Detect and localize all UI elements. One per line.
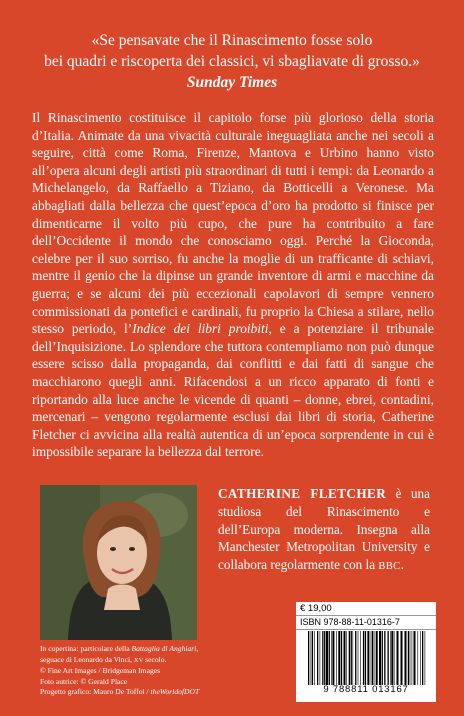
barcode-bar	[344, 631, 346, 685]
credit-century: XV	[133, 656, 144, 664]
barcode-bar	[358, 631, 359, 685]
price-label: € 19,00	[300, 603, 332, 614]
barcode-bar	[376, 631, 378, 685]
barcode-bar	[349, 631, 350, 685]
credit-line-3: © Fine Art Images / Bridgeman Images	[40, 666, 161, 676]
credit-text: In copertina: particolare della	[40, 644, 132, 653]
barcode-bar	[374, 631, 375, 685]
barcode-bar	[312, 631, 313, 685]
barcode-bar	[408, 631, 409, 685]
blurb-italic-title: Indice dei libri proibiti	[132, 321, 269, 337]
barcode-bar	[311, 631, 312, 685]
barcode-image	[306, 631, 428, 685]
barcode-bar	[338, 631, 340, 685]
barcode-bar	[410, 631, 411, 685]
credit-text: Progetto grafico: Mauro De Toffol /	[40, 687, 151, 697]
isbn-divider	[296, 629, 436, 630]
barcode-bar	[384, 631, 385, 685]
credit-line-5	[40, 687, 260, 698]
barcode-bar	[418, 631, 419, 685]
author-name: CATHERINE FLETCHER	[218, 486, 387, 501]
barcode-bar	[336, 631, 337, 685]
cover-credits	[40, 644, 260, 698]
isbn-label: ISBN 978-88-11-01316-7	[300, 617, 400, 627]
author-bio	[218, 485, 430, 576]
barcode-bar	[329, 631, 330, 685]
blurb-text-2: , e a potenziare il tribunale dell’Inquisizione. Lo splendore che tuttora contempliamo non può dunque essere scisso dalla propaganda, dai conflitti e dai fatti di sangue che macchiarono quegli anni. Rifacendosi a un ricco apparato di fonti e riportando alla luce anche le vicende di quanti – donne, ebrei, contadini, mercenari – vengono regolarmente esclusi dai libri di storia, Catherine Fletcher ci avvicina alla realtà autentica di un’epoca sorprendente in cui è impossibile separare la bellezza dal terrore.	[32, 321, 434, 460]
quote-line-1: «Se pensavate che il Rinascimento fosse solo	[91, 32, 373, 49]
blurb-text-1: Il Rinascimento costituisce il capitolo forse più glorioso della storia d’Italia. Animate da una vivacità culturale ineguagliata anche nei secoli a seguire, città come Roma, Firenze, Mantova e Urbino hanno visto all’opera alcuni degli artisti più straordinari di tutti i tempi: da Leonardo a Michelangelo, da Raffaello a Tiziano, da Botticelli a Veronese. Ma abbagliati dalla bellezza che quest’epoca d’oro ha prodotto si finisce per dimenticarne il volto più cupo, che pure ha contribuito a fare dell’Occidente il mondo che conosciamo oggi. Perché la Gioconda, celebre per il suo sorriso, fu anche la moglie di un trafficante di schiavi, mentre il genio che la dipinse un grande inventore di armi e macchine da guerra; e se alcuni dei più eccezionali capolavori di sempre vennero commissionati da pontefici e cardinali, fu proprio la Chiesa a stilare, nello stesso periodo, l’	[32, 110, 434, 337]
credit-text: secolo.	[143, 654, 167, 664]
barcode-bar	[397, 631, 399, 685]
barcode-bar	[363, 631, 364, 685]
barcode-bar	[355, 631, 356, 685]
barcode-bar	[331, 631, 332, 685]
author-portrait-image	[40, 485, 197, 640]
barcode-digits: 9 788811 013167	[323, 684, 409, 695]
quote-line-2: bei quadri e riscoperta dei classici, vi sbagliavate di grosso.»	[44, 53, 420, 70]
barcode-bar	[414, 631, 416, 685]
barcode-bar	[365, 631, 366, 685]
barcode-bar	[317, 631, 318, 685]
review-quote	[40, 30, 424, 93]
barcode-bar	[346, 631, 347, 685]
author-bio-text: è una studiosa del Rinascimento e dell’Europa moderna. Insegna alla Manchester Metropolitan University e collabora regolarmente con la	[218, 486, 430, 573]
author-bio-end: .	[400, 557, 404, 573]
barcode-bar	[367, 631, 369, 685]
barcode-bar	[324, 631, 325, 685]
barcode-bar	[308, 631, 309, 685]
barcode-bar	[320, 631, 321, 685]
barcode-bar	[341, 631, 342, 685]
credit-design-studio: theWorldofDOT	[150, 687, 200, 697]
price-divider	[296, 615, 436, 616]
barcode-bar	[371, 631, 372, 685]
barcode-bar	[379, 631, 381, 685]
barcode-bar	[382, 631, 383, 685]
price-barcode-box	[296, 602, 436, 702]
barcode-bar	[326, 631, 328, 685]
barcode-bar	[314, 631, 315, 685]
barcode-bar	[401, 631, 403, 685]
barcode-bar	[360, 631, 361, 685]
barcode-bar	[394, 631, 395, 685]
barcode-bar	[372, 631, 373, 685]
credit-line-1	[40, 644, 260, 655]
credit-line-4: Foto autrice: © Gerald Place	[40, 676, 128, 686]
barcode-bar	[425, 631, 426, 685]
barcode-bar	[322, 631, 323, 685]
barcode-bar	[420, 631, 421, 685]
author-photo	[40, 485, 197, 640]
credit-text: seguace di Leonardo da Vinci,	[40, 654, 134, 664]
barcode-bar	[388, 631, 389, 685]
barcode-bar	[422, 631, 423, 685]
quote-source: Sunday Times	[186, 74, 278, 91]
barcode-bar	[351, 631, 352, 685]
author-bio-bbc: BBC	[378, 561, 401, 573]
barcode-bar	[405, 631, 407, 685]
barcode-bar	[412, 631, 413, 685]
book-blurb	[32, 109, 434, 461]
barcode-bar	[391, 631, 393, 685]
credit-line-2	[40, 655, 260, 667]
barcode-bar	[390, 631, 391, 685]
barcode-bar	[353, 631, 354, 685]
credit-text: ,	[196, 644, 199, 653]
credit-artwork-title: Battaglia di Anghiari	[131, 644, 197, 653]
barcode-bar	[332, 631, 334, 685]
